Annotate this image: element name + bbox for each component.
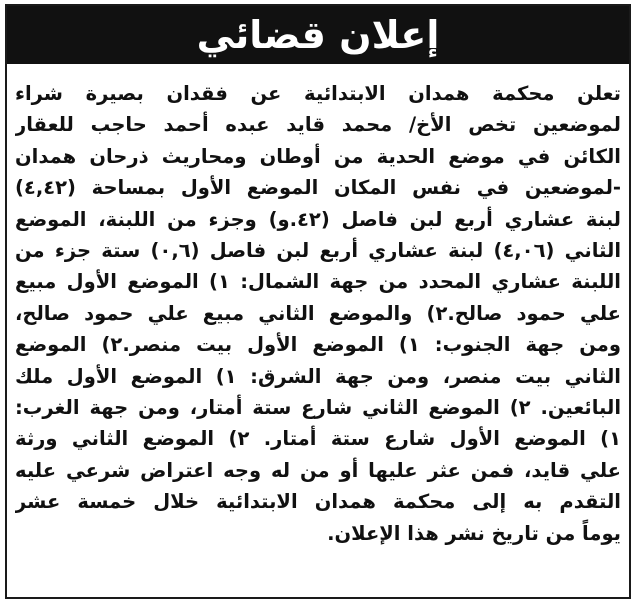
notice-line: علي قايد، فمن عثر عليها أو من له وجه اعتراض شرعي عليه [15,458,621,482]
legal-notice [5,4,631,599]
notice-line: الكائن في موضع الحدية من أوطان ومحاريث ذرحان همدان [15,144,621,168]
notice-line: الثاني (٤,٠٦) لبنة عشاري أربع لبن فاصل (٠,٦) ستة جزء من [15,239,621,263]
notice-line: علي حمود صالح.٢) والموضع الثاني مبيع علي حمود صالح، [15,301,621,325]
notice-line: اللبنة عشاري المحدد من جهة الشمال: ١) الموضع الأول مبيع [15,270,621,294]
notice-line: التقدم به إلى محكمة همدان الابتدائية خلال خمسة عشر [15,490,621,514]
notice-line: تعلن محكمة همدان الابتدائية عن فقدان بصيرة شراء [15,82,621,105]
notice-line: الثاني بيت منصر، ومن جهة الشرق: ١) الموضع الأول ملك [15,364,621,388]
notice-line: لموضعين تخص الأخ/ محمد قايد عبده أحمد حاجب للعقار [15,113,621,137]
notice-title: إعلان قضائي [196,13,440,57]
notice-line: ومن جهة الجنوب: ١) الموضع الأول بيت منصر.٢) الموضع [15,333,621,357]
notice-line: يوماً من تاريخ نشر هذا الإعلان. [327,521,621,545]
notice-line: ١) الموضع الأول شارع ستة أمتار. ٢) الموضع الثاني ورثة [15,427,621,451]
notice-header [7,6,629,64]
notice-line: لبنة عشاري أربع لبن فاصل (٤٢.و) وجزء من اللبنة، الموضع [15,207,621,231]
notice-line: البائعين. ٢) الموضع الثاني شارع ستة أمتار، ومن جهة الغرب: [15,396,621,420]
notice-body [15,78,621,549]
notice-line: -لموضعين في نفس المكان الموضع الأول بمساحة (٤,٤٢) [15,176,621,200]
